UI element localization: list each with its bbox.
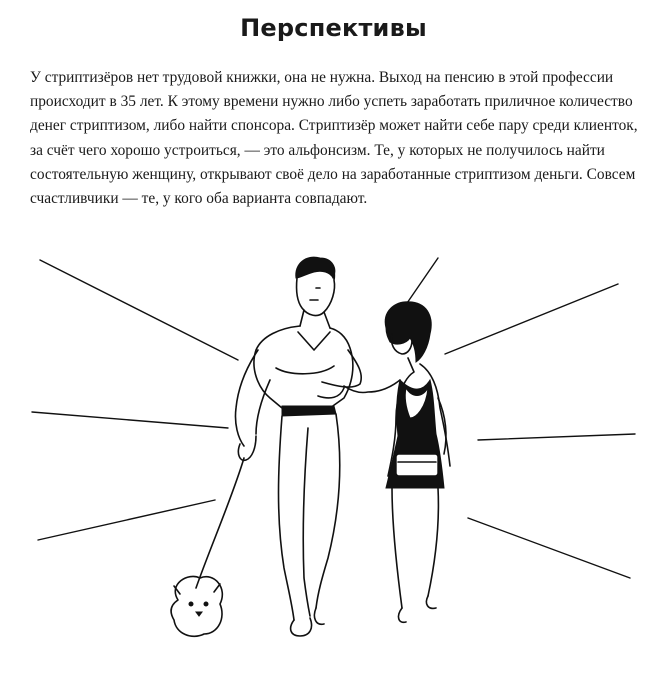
woman-figure bbox=[344, 302, 450, 623]
article-paragraph: У стриптизёров нет трудовой книжки, она не нужна. Выход на пенсию в этой профессии происходит в 35 лет. К этому времени нужно либо успеть заработать приличное количество денег стриптизом, либо найти спонсора. Стриптизёр может найти себе пару среди клиенток, за счёт чего хорошо устроиться, — это альфонсизм. Те, у которых не получилось найти состоятельную женщину, открывают своё дело на заработанные стриптизом деньги. Совсем счастливчики — те, у кого оба варианта совпадают. bbox=[30, 69, 638, 208]
page-title: Перспективы bbox=[240, 14, 427, 42]
dog-with-leash bbox=[171, 458, 244, 636]
illustration-couple-with-dog bbox=[0, 248, 667, 700]
man-figure bbox=[235, 257, 361, 636]
